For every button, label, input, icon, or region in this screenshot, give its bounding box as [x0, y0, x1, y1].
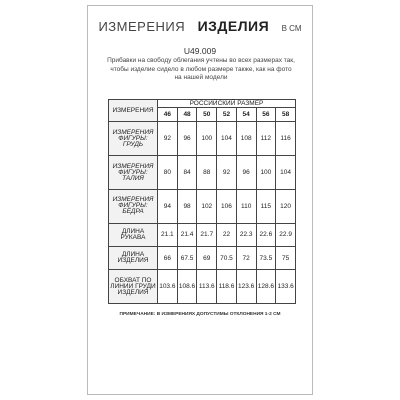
- table-cell: 103.6: [158, 270, 178, 304]
- table-cell: 100: [197, 122, 217, 156]
- size-header: 46: [158, 108, 178, 122]
- size-chart-sheet: [87, 5, 313, 395]
- table-cell: 69: [197, 246, 217, 269]
- row-label: ДЛИНА ИЗДЕЛИЯ: [109, 246, 158, 269]
- row-label: ИЗМЕРЕНИЯ ФИГУРЫ: ТАЛИЯ: [109, 156, 158, 190]
- row-label: ОБХВАТ ПО ЛИНИИ ГРУДИ ИЗДЕЛИЯ: [109, 270, 158, 304]
- size-header: 50: [197, 108, 217, 122]
- table-header-row: [109, 100, 296, 108]
- table-cell: 108: [236, 122, 256, 156]
- table-cell: 67.5: [177, 246, 197, 269]
- table-cell: 128.6: [256, 270, 276, 304]
- table-cell: 133.6: [276, 270, 296, 304]
- table-row: [109, 156, 296, 190]
- table-cell: 92: [217, 156, 237, 190]
- size-header: 58: [276, 108, 296, 122]
- table-cell: 98: [177, 189, 197, 223]
- table-row: [109, 122, 296, 156]
- table-cell: 22.9: [276, 223, 296, 246]
- table-cell: 22: [217, 223, 237, 246]
- table-cell: 75: [276, 246, 296, 269]
- table-cell: 21.7: [197, 223, 217, 246]
- table-row: [109, 270, 296, 304]
- table-cell: 21.1: [158, 223, 178, 246]
- table-row: [109, 246, 296, 269]
- table-cell: 84: [177, 156, 197, 190]
- size-header: 54: [236, 108, 256, 122]
- table-cell: 92: [158, 122, 178, 156]
- corner-label: ИЗМЕРЕНИЯ: [109, 100, 158, 122]
- table-cell: 104: [276, 156, 296, 190]
- table-cell: 66: [158, 246, 178, 269]
- table-cell: 22.6: [256, 223, 276, 246]
- table-cell: 22.3: [236, 223, 256, 246]
- table-cell: 106: [217, 189, 237, 223]
- size-header: 48: [177, 108, 197, 122]
- table-cell: 70.5: [217, 246, 237, 269]
- table-cell: 80: [158, 156, 178, 190]
- size-header: 56: [256, 108, 276, 122]
- tolerance-note: ПРИМЕЧАНИЕ: В ИЗМЕРЕНИЯХ ДОПУСТИМЫ ОТКЛОНЕНИЯ 1-2 СМ: [119, 312, 281, 317]
- table-cell: 115: [256, 189, 276, 223]
- product-code: U49.009: [183, 46, 217, 56]
- table-cell: 112: [256, 122, 276, 156]
- table-cell: 123.6: [236, 270, 256, 304]
- size-header: 52: [217, 108, 237, 122]
- title-item: ИЗДЕЛИЯ: [197, 18, 270, 34]
- table-cell: 108.6: [177, 270, 197, 304]
- table-cell: 113.6: [197, 270, 217, 304]
- table-cell: 120: [276, 189, 296, 223]
- table-cell: 21.4: [177, 223, 197, 246]
- table-cell: 94: [158, 189, 178, 223]
- table-cell: 73.5: [256, 246, 276, 269]
- table-cell: 100: [256, 156, 276, 190]
- fit-description: Прибавки на свободу облегания учтены во всех размерах так, чтобы изделие сидело в любом размере также, как на фото на нашей модели: [107, 57, 295, 81]
- title-unit: В СМ: [281, 24, 302, 33]
- table-cell: 118.6: [217, 270, 237, 304]
- table-cell: 116: [276, 122, 296, 156]
- table-cell: 88: [197, 156, 217, 190]
- table-row: [109, 189, 296, 223]
- table-cell: 96: [177, 122, 197, 156]
- table-cell: 96: [236, 156, 256, 190]
- title-measurements: ИЗМЕРЕНИЯ: [98, 19, 186, 34]
- row-label: ИЗМЕРЕНИЯ ФИГУРЫ: БЁДРА: [109, 189, 158, 223]
- table-cell: 110: [236, 189, 256, 223]
- table-cell: 102: [197, 189, 217, 223]
- row-label: ДЛИНА РУКАВА: [109, 223, 158, 246]
- size-table: [108, 99, 296, 304]
- size-group-label: РОССИЙСКИЙ РАЗМЕР: [158, 100, 296, 108]
- table-cell: 104: [217, 122, 237, 156]
- page-title: [88, 18, 312, 36]
- table-cell: 72: [236, 246, 256, 269]
- table-row: [109, 223, 296, 246]
- row-label: ИЗМЕРЕНИЯ ФИГУРЫ: ГРУДЬ: [109, 122, 158, 156]
